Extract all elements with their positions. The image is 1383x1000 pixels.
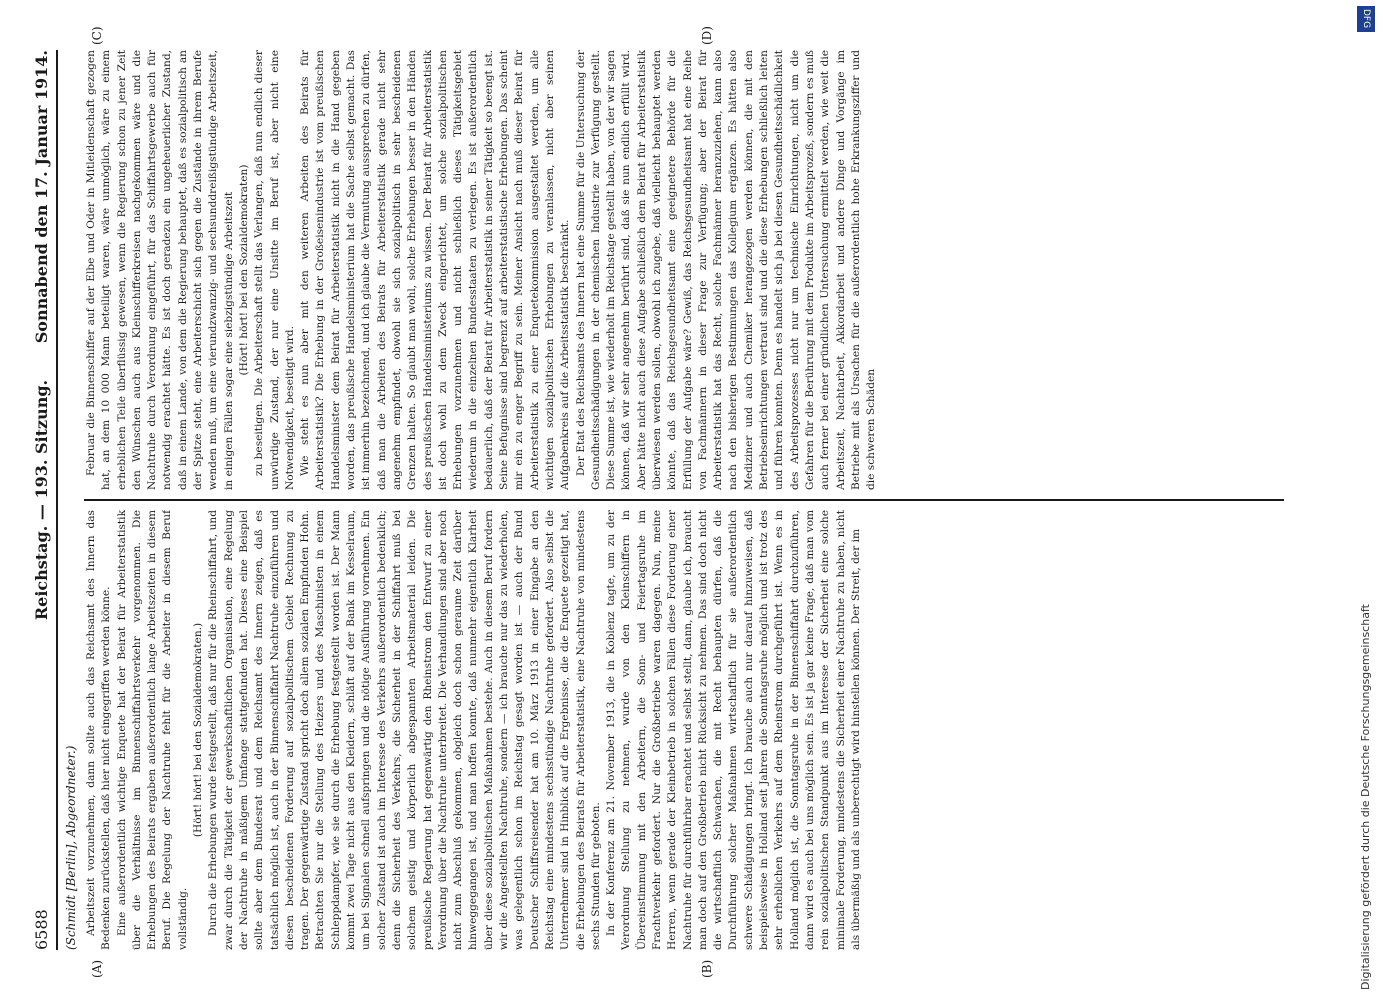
- paragraph: Der Etat des Reichsamts des Innern hat eine Summe für die Untersuchung der Gesundheitsschädigungen in der chemischen Industrie zur Verfügung gestellt. Diese Summe ist, wie wiederholt im Reichstage gestellt haben, von der wir sagen können, daß wir sehr angenehm berührt sind, daß sie nun endlich erfüllt wird. Aber hätte nicht auch diese Aufgabe schließlich dem Beirat für Arbeiterstatistik überwiesen werden sollen, obwohl ich zugebe, daß vielleicht behauptet werden könnte, daß das Reichsgesundheitsamt eine geeignetere Behörde für die Erfüllung der Aufgabe wäre? Gewiß, das Reichsgesundheitsamt hat eine Reihe von Fachmännern in dieser Frage zur Verfügung; aber der Beirat für Arbeiterstatistik hat das Recht, solche Fachmänner heranzuziehen, kann also nach den bisherigen Bestimmungen das Kollegium ergänzen. Es hätten also Mediziner und auch Chemiker herangezogen werden können, die mit den Betriebseinrichtungen vertraut sind und die diese Erhebungen schließlich leiten und führen konnten. Denn es handelt sich ja bei diesen Gesundheitsschädlichkeit des Arbeitsprozesses nicht nur um technische Einrichtungen, nicht um die Gefahren für die Berührung mit dem Produkte im Arbeitsprozeß, sondern es muß auch ferner bei einer gründlichen Untersuchung ermittelt werden, wie weit die Arbeitszeit, Nachtarbeit, Akkordarbeit und andere Dinge und Vorgänge im Betriebe mit als Ursachen für die außerordentlich hohe Erkrankungsziffer und die schweren Schäden: [574, 50, 878, 490]
- paragraph: Februar die Binnenschiffer auf der Elbe und Oder in Mitleidenschaft gezogen hat, an dem 10 000 Mann beteiligt waren, wäre unmöglich, wäre zu einem erheblichen Teile überflüssig gewesen, wenn die Regierung schon zu jener Zeit den Wünschen auch aus Kleinschifferkreisen nachgekommen wäre und die Nachtruhe durch Verordnung eingeführt, für das Schiffahrtsgewerbe auch für notwendig erachtet hätte. Es ist doch geradezu ein ungeheuerlicher Zustand, daß in einem Lande, von dem die Regierung behauptet, daß es sozialpolitisch an der Spitze steht, eine Arbeiterschicht sich gegen die Zustände in ihrem Berufe wenden muß, um eine vierundzwanzig- und sechsunddreißigstündige Arbeitszeit, in einigen Fällen sogar eine siebzigstündige Arbeitszeit: [85, 50, 235, 490]
- dfg-logo: DFG: [1357, 6, 1375, 32]
- right-text-column: [84, 50, 1284, 490]
- paragraph: Durch die Erhebungen wurde festgestellt, daß nur für die Rheinschiffahrt, und zwar durch die Tätigkeit der gewerkschaftlichen Organisation, eine Regelung der Nachtruhe in mäßigem Umfange stattgefunden hat. Dieses eine Beispiel sollte aber dem Bundesrat und dem Reichsamt des Innern zeigen, daß es tatsächlich möglich ist, auch in der Binnenschiffahrt Nachtruhe einzuführen und diesen bescheidenen Forderung auf sozialpolitischem Gebiet Rechnung zu tragen. Der gegenwärtige Zustand spricht doch allem sozialen Empfinden Hohn. Betrachten Sie nur die Stellung des Heizers und des Maschinisten in einem Schleppdampfer, wie sie durch die Erhebung festgestellt worden ist. Der Mann kommt zwei Tage nicht aus den Kleidern, schläft auf der Bank im Kesselraum, um bei Signalen schnell aufspringen und die nötige Ausführung vornehmen. Ein solcher Zustand ist auch im Interesse des Verkehrs außerordentlich bedenklich; denn die Sicherheit des Verkehrs, die Sicherheit in der Schiffahrt muß bei solchem geistig und körperlich abgespannten Arbeitsmaterial leiden. Die preußische Regierung hat gegenwärtig den Rheinstrom den Entwurf zu einer Verordnung über die Nachtruhe unterbreitet. Die Verhandlungen sind aber noch nicht zum Abschluß gekommen, obgleich doch schon geraume Zeit darüber hinweggegangen ist, und man hoffen konnte, daß nunmehr eigentlich Klarheit über diese sozialpolitischen Maßnahmen bestehe. Auch in diesem Beruf fordern wir die Angestellten Nachtruhe, sondern — ich brauche nur das zu wiederholen, was gelegentlich schon im Reichstag gesagt worden ist — auch der Bund Deutscher Schiffsreisender hat am 10. März 1913 in einer Eingabe an den Reichstag eine mindestens sechsstündige Nachtruhe gefordert. Also selbst die Unternehmer sind in Hinblick auf die Ergebnisse, die die Enquete gezeitigt hat, die Erhebungen des Beirats für Arbeiterstatistik, eine Nachtruhe von mindestens sechs Stunden für geboten.: [207, 510, 602, 950]
- left-text-column: [84, 510, 1284, 950]
- page-header: [28, 50, 58, 950]
- margin-label-b: (B): [700, 959, 714, 978]
- paragraph: In der Konferenz am 21. November 1913, die in Koblenz tagte, um zu der Verordnung Stellung zu nehmen, wurde von den Kleinschiffern in Übereinstimmung mit den Arbeitern, die Sonn- und Feiertagsruhe im Frachtverkehr gefordert. Nur die Großbetriebe waren dagegen. Nun, meine Herren, wenn gerade der Kleinbetrieb in solchen Fällen diese Forderung einer Nachtruhe für durchführbar erachtet und selbst stellt, dann, glaube ich, braucht man doch auf den Großbetrieb nicht Rücksicht zu nehmen. Das sind doch nicht die wirtschaftlich Schwachen, die mit Recht behaupten dürfen, daß die Durchführung solcher Maßnahmen wirtschaftlich für sie außerordentlich schwere Schädigungen bringt. Ich brauche auch nur darauf hinzuweisen, daß beispielsweise in Holland seit Jahren die Sonntagsruhe möglich und ist trotz des sehr erheblichen Verkehrs auf dem Rheinstrom durchgeführt ist. Wenn es in Holland möglich ist, die Sonntagsruhe in der Binnenschiffahrt durchzuführen, dann wird es auch bei uns möglich sein. Es ist ja gar keine Frage, daß man vom rein sozialpolitischen Standpunkt aus im Interesse der Sicherheit eine solche minimale Forderung, mindestens die Sicherheit einer Nachtruhe zu haben, nicht als übermäßig und als unberechtigt wird hinstellen können. Der Streit, der im: [605, 510, 862, 950]
- header-date: Sonnabend den 17. Januar 1914.: [32, 50, 51, 344]
- margin-label-a: (A): [90, 959, 104, 978]
- paragraph: Wie steht es nun aber mit den weiteren Arbeiten des Beirats für Arbeiterstatistik? Die Erhebung in der Großeisenindustrie ist vom preußischen Handelsminister dem Beirat für Arbeiterstatistik nicht in die Hand gegeben worden, das preußische Handelsministerium hat die Sache selbst gemacht. Das ist immerhin bezeichnend, und ich glaube die Vermutung aussprechen zu dürfen, daß man die Arbeiten des Beirats für Arbeiterstatistik gerade nicht sehr angenehm empfindet, obwohl sie sich sozialpolitisch in sehr bescheidenen Grenzen halten. So glaubt man wohl, solche Erhebungen besser in den Händen des preußischen Handelsministeriums zu wissen. Der Beirat für Arbeiterstatistik ist doch wohl zu dem Zweck eingerichtet, um solche sozialpolitischen Erhebungen vorzunehmen und nicht schließlich dieses Tätigkeitsgebiet wiederum in die einzelnen Bundesstaaten zu verlegen. Es ist außerordentlich bedauerlich, daß der Beirat für Arbeiterstatistik in seiner Tätigkeit so beengt ist. Seine Befugnisse sind begrenzt auf arbeiterstatistische Erhebungen. Das scheint mir ein zu enger Begriff zu sein. Meiner Ansicht nach muß dieser Beirat für Arbeiterstatistik zu einer Enquetekommission ausgestaltet werden, um alle wichtigen sozialpolitischen Erhebungen zu veranlassen, nicht aber seinen Aufgabenkreis auf die Arbeitsstatistik beschränkt.: [299, 50, 572, 490]
- speaker-label: (Schmidt [Berlin], Abgeordneter.): [64, 745, 78, 950]
- paragraph: (Hört! hört! bei den Sozialdemokraten.): [192, 622, 205, 838]
- paragraph: Eine außerordentlich wichtige Enquete hat der Beirat für Arbeiterstatistik über die Verhältnisse im Binnenschiffahrtsverkehr vorgenommen. Die Erhebungen des Beirats ergaben außerordentlich lange Arbeitszeiten in diesem Beruf. Die Regelung der Nachtruhe fehlt für die Arbeiter in diesem Beruf vollständig.: [115, 510, 189, 950]
- page-number: 6588: [32, 909, 51, 950]
- watermark-text: Digitalisierung gefördert durch die Deutsche Forschungsgemeinschaft: [1359, 604, 1372, 990]
- paragraph: (Hört! hört! bei den Sozialdemokraten): [237, 164, 250, 376]
- paragraph: Arbeitszeit vorzunehmen, dann sollte auch das Reichsamt des Innern das Bedenken zurückstellen, daß hier nicht eingegriffen werden könne.: [85, 510, 113, 950]
- digitization-watermark: [1355, 10, 1377, 990]
- paragraph: zu beseitigen. Die Arbeiterschaft stellt das Verlangen, daß nun endlich dieser unwürdige Zustand, der nur eine Unsitte im Beruf ist, aber nicht eine Notwendigkeit, beseitigt wird.: [253, 50, 296, 490]
- margin-label-d: (D): [700, 26, 714, 45]
- header-title: Reichstag. — 193. Sitzung.: [32, 379, 51, 621]
- margin-label-c: (C): [90, 26, 104, 45]
- column-divider: [84, 499, 1284, 501]
